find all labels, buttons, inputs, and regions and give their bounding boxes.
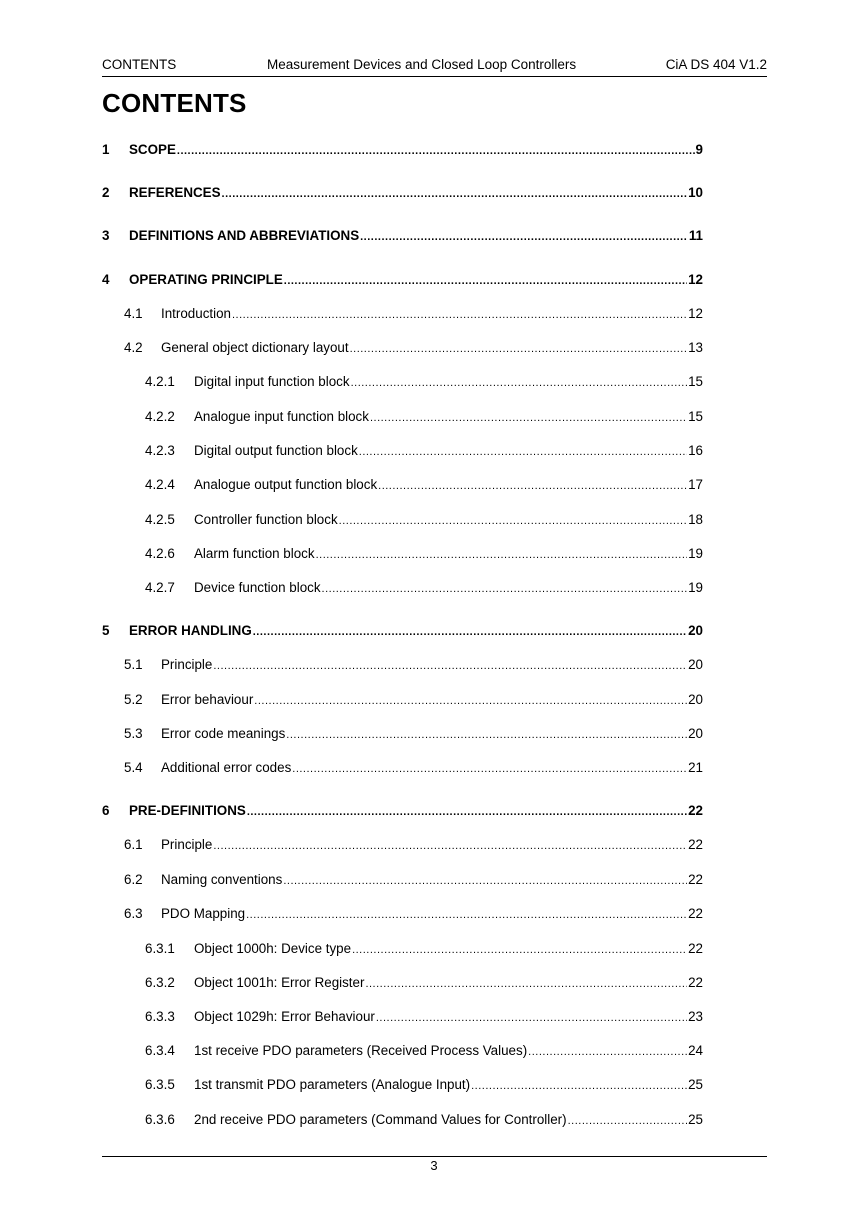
toc-entry-page: 15	[688, 409, 703, 424]
toc-entry[interactable]	[0, 511, 868, 529]
toc-entry[interactable]	[0, 271, 868, 289]
toc-dot-leader	[247, 803, 687, 821]
toc-entry-page: 22	[688, 872, 703, 887]
footer-rule	[102, 1156, 767, 1157]
toc-entry-number: 4.2.1	[145, 374, 175, 389]
toc-entry-page: 24	[688, 1043, 703, 1058]
toc-entry-title: Object 1000h: Device type	[194, 941, 352, 956]
toc-entry-line	[161, 725, 703, 744]
toc-entry-number: 5.4	[124, 760, 143, 775]
toc-entry-number: 1	[102, 142, 110, 157]
toc-entry-page: 16	[688, 443, 703, 458]
toc-entry-page: 9	[695, 142, 703, 157]
toc-entry-title: Principle	[161, 837, 213, 852]
toc-entry-number: 6.2	[124, 872, 143, 887]
toc-dot-leader	[350, 340, 688, 358]
toc-entry-title: Object 1029h: Error Behaviour	[194, 1009, 375, 1024]
toc-entry[interactable]	[0, 725, 868, 743]
header-section-name: CONTENTS	[102, 57, 177, 72]
toc-entry-title: Additional error codes	[161, 760, 292, 775]
toc-entry-title: 2nd receive PDO parameters (Command Values for Controller)	[194, 1112, 567, 1127]
toc-entry-title: Device function block	[194, 580, 321, 595]
toc-entry[interactable]	[0, 408, 868, 426]
toc-entry-title: PDO Mapping	[161, 906, 246, 921]
toc-entry-number: 6.3	[124, 906, 143, 921]
toc-entry-line	[194, 373, 703, 392]
toc-entry-line	[194, 940, 703, 959]
toc-entry[interactable]	[0, 442, 868, 460]
toc-entry-title: 1st receive PDO parameters (Received Process Values)	[194, 1043, 528, 1058]
toc-dot-leader	[378, 477, 687, 495]
toc-entry-line	[129, 271, 703, 290]
toc-entry-line	[129, 184, 703, 203]
toc-entry-line	[129, 622, 703, 641]
toc-entry-number: 4.2.4	[145, 477, 175, 492]
toc-entry-line	[194, 442, 703, 461]
toc-entry-line	[161, 339, 703, 358]
toc-entry-number: 2	[102, 185, 110, 200]
toc-entry-number: 6.3.2	[145, 975, 175, 990]
toc-entry-title: REFERENCES	[129, 185, 221, 200]
toc-entry-title: General object dictionary layout	[161, 340, 349, 355]
toc-dot-leader	[322, 580, 688, 598]
toc-entry[interactable]	[0, 141, 868, 159]
toc-entry-page: 22	[688, 975, 703, 990]
toc-dot-leader	[213, 837, 687, 855]
toc-entry-title: ERROR HANDLING	[129, 623, 252, 638]
toc-entry[interactable]	[0, 339, 868, 357]
toc-dot-leader	[283, 872, 687, 890]
toc-entry-number: 6.3.4	[145, 1043, 175, 1058]
toc-entry-number: 5.2	[124, 692, 143, 707]
toc-entry-page: 18	[688, 512, 703, 527]
toc-entry-page: 22	[688, 906, 703, 921]
toc-entry-number: 5	[102, 623, 110, 638]
toc-entry-page: 19	[688, 580, 703, 595]
toc-entry[interactable]	[0, 656, 868, 674]
toc-dot-leader	[213, 657, 687, 675]
toc-entry-title: Naming conventions	[161, 872, 283, 887]
toc-entry-number: 6.3.1	[145, 941, 175, 956]
toc-entry-page: 17	[688, 477, 703, 492]
toc-dot-leader	[568, 1112, 687, 1130]
toc-entry-title: Analogue input function block	[194, 409, 369, 424]
toc-entry-page: 19	[688, 546, 703, 561]
toc-entry-number: 4.1	[124, 306, 143, 321]
toc-entry-title: 1st transmit PDO parameters (Analogue Input)	[194, 1077, 471, 1092]
toc-entry-page: 22	[688, 941, 703, 956]
toc-entry-title: Object 1001h: Error Register	[194, 975, 365, 990]
toc-entry-title: Digital output function block	[194, 443, 358, 458]
toc-entry-page: 20	[688, 726, 703, 741]
toc-entry-page: 20	[688, 692, 703, 707]
toc-dot-leader	[284, 272, 687, 290]
toc-entry-line	[161, 691, 703, 710]
toc-entry-title: Error code meanings	[161, 726, 286, 741]
toc-entry-page: 20	[688, 657, 703, 672]
toc-entry-line	[161, 905, 703, 924]
toc-entry-number: 3	[102, 228, 110, 243]
page-number: 3	[430, 1158, 438, 1173]
toc-entry[interactable]	[0, 579, 868, 597]
toc-dot-leader	[359, 443, 687, 461]
toc-entry-line	[194, 1008, 703, 1027]
toc-entry-title: PRE-DEFINITIONS	[129, 803, 246, 818]
toc-entry-page: 22	[688, 803, 703, 818]
toc-entry-page: 10	[688, 185, 703, 200]
toc-dot-leader	[370, 409, 687, 427]
toc-entry-number: 6.3.6	[145, 1112, 175, 1127]
toc-entry[interactable]	[0, 373, 868, 391]
toc-entry-line	[129, 141, 703, 160]
toc-dot-leader	[286, 726, 687, 744]
toc-entry-page: 23	[688, 1009, 703, 1024]
toc-entry-line	[129, 227, 703, 246]
toc-entry-number: 4.2.7	[145, 580, 175, 595]
toc-dot-leader	[246, 906, 687, 924]
toc-entry-number: 4.2.3	[145, 443, 175, 458]
toc-dot-leader	[528, 1043, 687, 1061]
toc-entry[interactable]	[0, 691, 868, 709]
toc-entry-page: 25	[688, 1077, 703, 1092]
toc-entry[interactable]	[0, 940, 868, 958]
toc-entry-page: 20	[688, 623, 703, 638]
toc-entry-page: 22	[688, 837, 703, 852]
toc-entry[interactable]	[0, 184, 868, 202]
toc-dot-leader	[177, 142, 695, 160]
toc-entry-title: Analogue output function block	[194, 477, 378, 492]
toc-entry[interactable]	[0, 227, 868, 245]
toc-entry-number: 4.2.6	[145, 546, 175, 561]
toc-dot-leader	[352, 941, 687, 959]
toc-dot-leader	[292, 760, 687, 778]
toc-dot-leader	[254, 692, 687, 710]
toc-entry-page: 12	[688, 306, 703, 321]
toc-entry-line	[194, 579, 703, 598]
toc-entry[interactable]	[0, 802, 868, 820]
toc-entry-number: 4	[102, 272, 110, 287]
toc-entry-title: Controller function block	[194, 512, 338, 527]
page-title: CONTENTS	[102, 88, 247, 118]
toc-entry-number: 6	[102, 803, 110, 818]
toc-entry-title: Error behaviour	[161, 692, 254, 707]
toc-dot-leader	[253, 623, 687, 641]
toc-entry-line	[161, 759, 703, 778]
toc-dot-leader	[232, 306, 687, 324]
toc-entry[interactable]	[0, 836, 868, 854]
toc-entry-title: SCOPE	[129, 142, 176, 157]
toc-entry-number: 5.3	[124, 726, 143, 741]
toc-entry-page: 11	[688, 228, 703, 243]
toc-entry-title: OPERATING PRINCIPLE	[129, 272, 283, 287]
toc-entry-number: 6.3.5	[145, 1077, 175, 1092]
toc-entry-number: 4.2.2	[145, 409, 175, 424]
toc-entry-title: Introduction	[161, 306, 231, 321]
toc-entry-line	[161, 836, 703, 855]
toc-entry-title: DEFINITIONS AND ABBREVIATIONS	[129, 228, 360, 243]
toc-entry[interactable]	[0, 305, 868, 323]
toc-entry-title: Alarm function block	[194, 546, 315, 561]
toc-entry[interactable]	[0, 1008, 868, 1026]
toc-entry-number: 6.1	[124, 837, 143, 852]
toc-entry-line	[194, 476, 703, 495]
toc-entry-line	[161, 305, 703, 324]
toc-entry-number: 4.2	[124, 340, 143, 355]
toc-entry[interactable]	[0, 1076, 868, 1094]
toc-entry-page: 15	[688, 374, 703, 389]
toc-entry-line	[194, 1042, 703, 1061]
toc-entry-line	[194, 1076, 703, 1095]
toc-entry[interactable]	[0, 476, 868, 494]
toc-entry-line	[161, 656, 703, 675]
toc-entry[interactable]	[0, 871, 868, 889]
toc-entry-number: 5.1	[124, 657, 143, 672]
toc-entry-number: 6.3.3	[145, 1009, 175, 1024]
toc-entry-number: 4.2.5	[145, 512, 175, 527]
toc-entry-page: 13	[688, 340, 703, 355]
toc-entry-page: 12	[688, 272, 703, 287]
toc-entry-line	[194, 974, 703, 993]
toc-entry[interactable]	[0, 1111, 868, 1129]
toc-entry-line	[194, 1111, 703, 1130]
toc-dot-leader	[376, 1009, 687, 1027]
header-document-id: CiA DS 404 V1.2	[665, 57, 767, 72]
toc-entry-title: Digital input function block	[194, 374, 350, 389]
toc-entry-title: Principle	[161, 657, 213, 672]
toc-dot-leader	[360, 228, 688, 246]
toc-entry-page: 25	[688, 1112, 703, 1127]
toc-dot-leader	[471, 1077, 687, 1095]
toc-entry-line	[129, 802, 703, 821]
toc-entry-line	[194, 408, 703, 427]
toc-entry-line	[194, 545, 703, 564]
toc-entry[interactable]	[0, 905, 868, 923]
toc-dot-leader	[316, 546, 688, 564]
toc-entry-page: 21	[688, 760, 703, 775]
toc-entry-line	[194, 511, 703, 530]
toc-entry[interactable]	[0, 545, 868, 563]
toc-entry[interactable]	[0, 759, 868, 777]
toc-dot-leader	[351, 374, 688, 392]
toc-entry[interactable]	[0, 1042, 868, 1060]
toc-entry[interactable]	[0, 974, 868, 992]
toc-dot-leader	[365, 975, 687, 993]
toc-dot-leader	[222, 185, 688, 203]
header-document-title: Measurement Devices and Closed Loop Controllers	[267, 57, 577, 72]
toc-entry[interactable]	[0, 622, 868, 640]
toc-entry-line	[161, 871, 703, 890]
toc-dot-leader	[339, 512, 687, 530]
